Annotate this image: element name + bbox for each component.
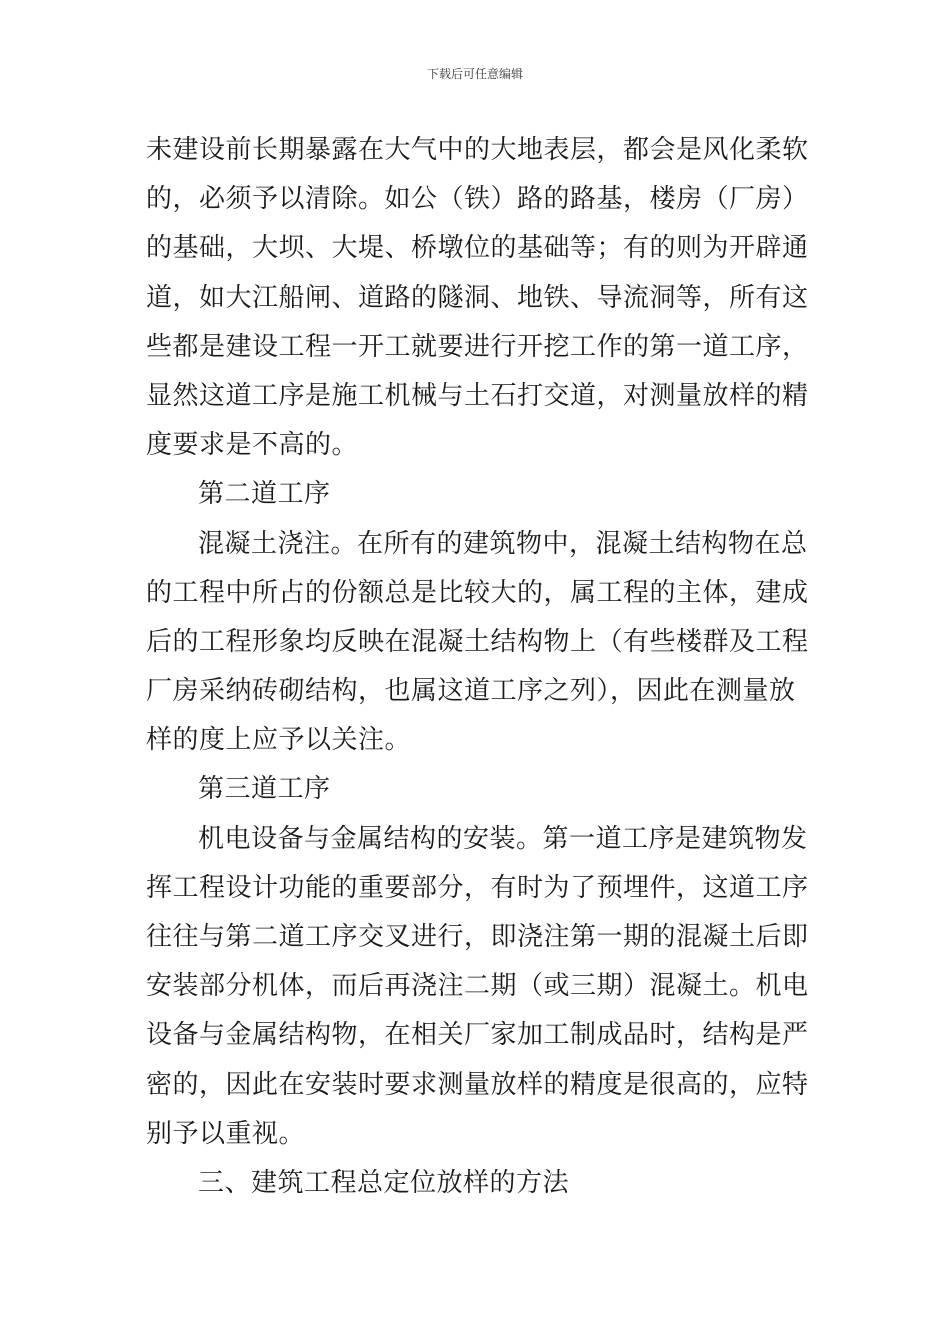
text-line: 的基础，大坝、大堤、桥墩位的基础等；有的则为开辟通 [146,233,809,264]
text-line: 混凝土浇注。在所有的建筑物中，混凝土结构物在总 [198,528,808,559]
text-line: 厂房采纳砖砌结构，也属这道工序之列），因此在测量放 [146,676,796,707]
text-line: 的，必须予以清除。如公（铁）路的路基，楼房（厂房） [146,184,809,215]
text-line: 样的度上应予以关注。 [146,725,412,756]
text-line: 设备与金属结构物，在相关厂家加工制成品时，结构是严 [146,1020,809,1051]
text-line: 未建设前长期暴露在大气中的大地表层，都会是风化柔软 [146,135,809,165]
text-line: 挥工程设计功能的重要部分，有时为了预埋件，这道工序 [146,872,809,903]
page-header: 下载后可任意编辑 [426,67,523,81]
text-line: 安装部分机体，而后再浇注二期（或三期）混凝土。机电 [146,971,809,1002]
text-line: 后的工程形象均反映在混凝土结构物上（有些楼群及工程 [146,626,809,657]
text-line: 些都是建设工程一开工就要进行开挖工作的第一道工序， [146,331,809,362]
text-line: 密的，因此在安装时要求测量放样的精度是很高的，应特 [146,1069,809,1100]
section-heading-method: 三、建筑工程总定位放样的方法 [198,1167,570,1198]
text-line: 显然这道工序是施工机械与土石打交道，对测量放样的精 [146,380,809,411]
section-heading-third-process: 第三道工序 [198,774,331,805]
body-text [146,126,809,1208]
text-line: 的工程中所占的份额总是比较大的，属工程的主体，建成 [146,577,809,608]
text-line: 道，如大江船闸、道路的隧洞、地铁、导流洞等，所有这 [146,282,809,313]
text-line: 往往与第二道工序交叉进行，即浇注第一期的混凝土后即 [146,922,809,952]
text-line: 度要求是不高的。 [146,430,359,461]
text-line: 别予以重视。 [146,1118,306,1149]
text-line: 机电设备与金属结构的安装。第一道工序是建筑物发 [198,823,808,854]
section-heading-second-process: 第二道工序 [198,479,331,510]
